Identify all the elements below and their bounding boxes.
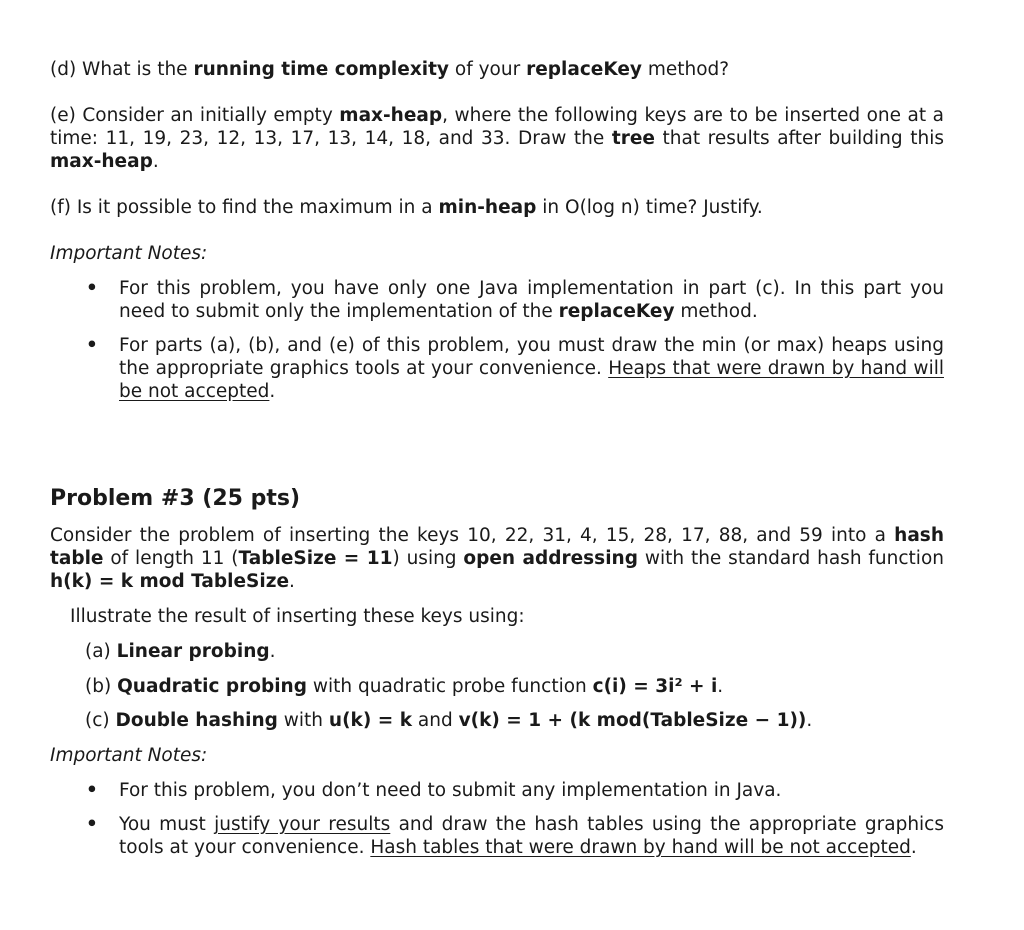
notes-list (50, 277, 944, 403)
bullet-icon: • (86, 335, 98, 356)
list-item: • For this problem, you don’t need to submit any implementation in Java. (86, 780, 782, 801)
bullet-icon: • (86, 780, 98, 801)
illustrate-instruction: Illustrate the result of inserting these keys using: (70, 606, 525, 627)
problem-title: Problem #3 (25 pts) (50, 486, 301, 511)
option-c: (c) Double hashing with u(k) = k and v(k) = 1 + (k mod(TableSize − 1)). (85, 710, 813, 731)
list-item: • You must justify your results and draw the hash tables using the appropriate graphics tools at your convenience. Hash tables that were drawn by hand will be not accepted. (86, 814, 944, 858)
question-f: (f) Is it possible to find the maximum in a min-heap in O(log n) time? Justify. (50, 197, 763, 218)
important-notes-heading-2: Important Notes: (50, 745, 208, 766)
list-item: • For parts (a), (b), and (e) of this problem, you must draw the min (or max) heaps using the appropriate graphics tools at your convenience. Heaps that were drawn by hand will be not accepted. (86, 335, 944, 402)
problem-statement: Consider the problem of inserting the keys 10, 22, 31, 4, 15, 28, 17, 88, and 59 into a hash table of length 11 (TableSize = 11) using open addressing with the standard hash function h(k) = k mod TableSize. (50, 525, 944, 592)
bullet-icon: • (86, 814, 98, 835)
list-item: • For this problem, you have only one Java implementation in part (c). In this part you need to submit only the implementation of the replaceKey method. (86, 278, 944, 322)
option-a: (a) Linear probing. (85, 641, 276, 662)
important-notes-heading: Important Notes: (50, 243, 208, 264)
question-d: (d) What is the running time complexity of your replaceKey method? (50, 59, 730, 80)
bullet-icon: • (86, 278, 98, 299)
option-b: (b) Quadratic probing with quadratic probe function c(i) = 3i² + i. (85, 676, 724, 697)
notes-list-2 (50, 779, 944, 859)
question-e: (e) Consider an initially empty max-heap, where the following keys are to be inserted one at a time: 11, 19, 23, 12, 13, 17, 13, 14, 18, and 33. Draw the tree that results after building this max-heap. (50, 105, 944, 172)
